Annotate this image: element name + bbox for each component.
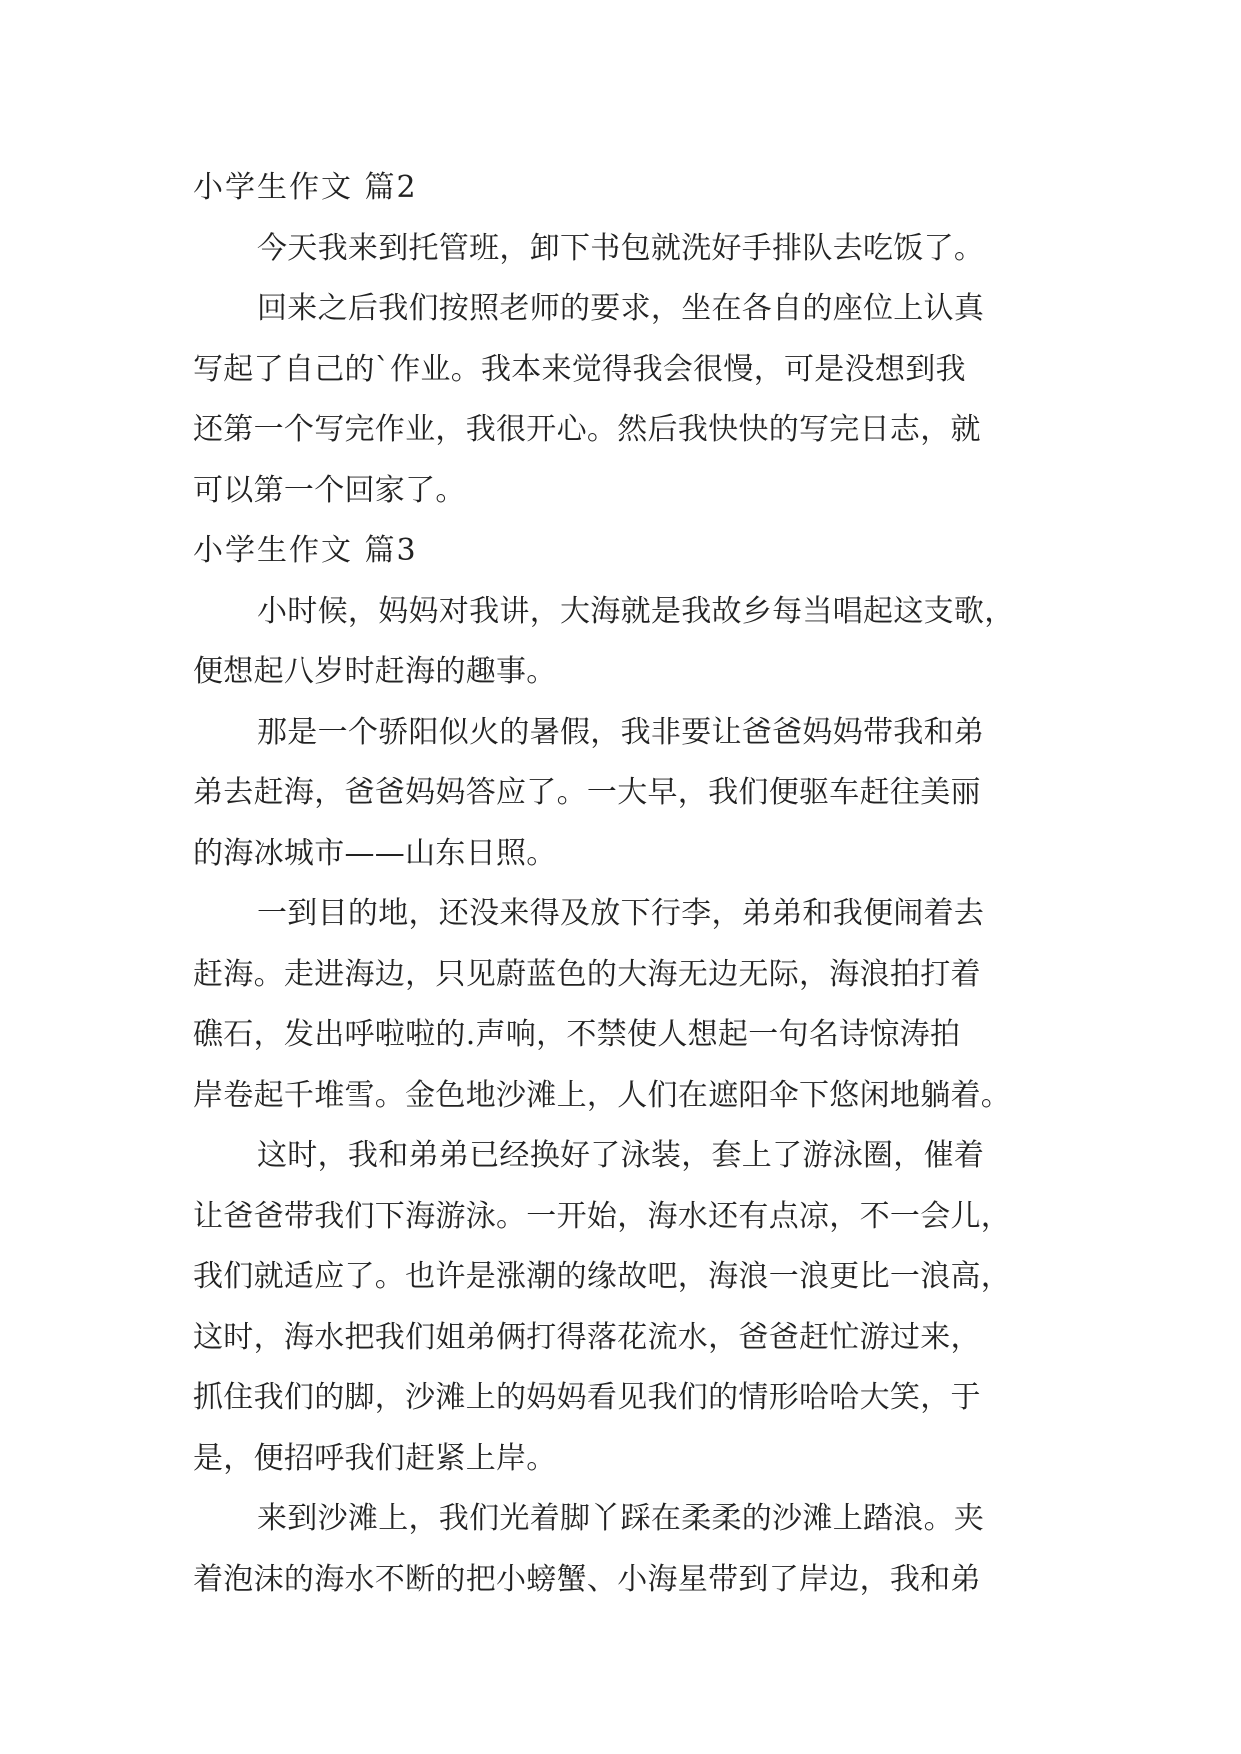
paragraph-line: 让爸爸带我们下海游泳。一开始，海水还有点凉，不一会儿， (193, 1198, 1012, 1234)
paragraph-line: 回来之后我们按照老师的要求，坐在各自的座位上认真 (257, 291, 985, 326)
paragraph-line: 赶海。走进海边，只见蔚蓝色的大海无边无际，海浪拍打着 (193, 956, 981, 992)
paragraph-line: 便想起八岁时赶海的趣事。 (193, 654, 557, 689)
section-heading: 小学生作文 篇3 (193, 533, 418, 568)
section-heading: 小学生作文 篇2 (193, 170, 418, 205)
paragraph-line: 我们就适应了。也许是涨潮的缘故吧，海浪一浪更比一浪高， (193, 1259, 1012, 1294)
paragraph-line: 写起了自己的`作业。我本来觉得我会很慢，可是没想到我 (193, 351, 966, 387)
paragraph-line: 的海冰城市——山东日照。 (193, 835, 557, 871)
document-page (193, 158, 1073, 1610)
paragraph-line: 小时候，妈妈对我讲，大海就是我故乡每当唱起这支歌， (257, 593, 1015, 629)
paragraph-line: 这时，海水把我们姐弟俩打得落花流水，爸爸赶忙游过来， (193, 1319, 981, 1355)
paragraph-line: 一到目的地，还没来得及放下行李，弟弟和我便闹着去 (257, 896, 985, 931)
paragraph-line: 今天我来到托管班，卸下书包就洗好手排队去吃饭了。 (257, 230, 985, 266)
paragraph-line: 弟去赶海，爸爸妈妈答应了。一大早，我们便驱车赶往美丽 (193, 775, 981, 810)
paragraph-line: 还第一个写完作业，我很开心。然后我快快的写完日志，就 (193, 412, 981, 447)
paragraph-line: 这时，我和弟弟已经换好了泳装，套上了游泳圈，催着 (257, 1138, 985, 1173)
paragraph-line: 着泡沫的海水不断的把小螃蟹、小海星带到了岸边，我和弟 (193, 1561, 981, 1597)
paragraph-line: 岸卷起千堆雪。金色地沙滩上，人们在遮阳伞下悠闲地躺着。 (193, 1077, 1012, 1113)
paragraph-line: 抓住我们的脚，沙滩上的妈妈看见我们的情形哈哈大笑，于 (193, 1380, 981, 1415)
paragraph-line: 礁石，发出呼啦啦的.声响，不禁使人想起一句名诗惊涛拍 (193, 1017, 961, 1052)
paragraph-line: 可以第一个回家了。 (193, 472, 466, 508)
paragraph-line: 来到沙滩上，我们光着脚丫踩在柔柔的沙滩上踏浪。夹 (257, 1501, 985, 1536)
paragraph-line: 那是一个骄阳似火的暑假，我非要让爸爸妈妈带我和弟 (257, 714, 985, 750)
paragraph-line: 是，便招呼我们赶紧上岸。 (193, 1440, 557, 1476)
